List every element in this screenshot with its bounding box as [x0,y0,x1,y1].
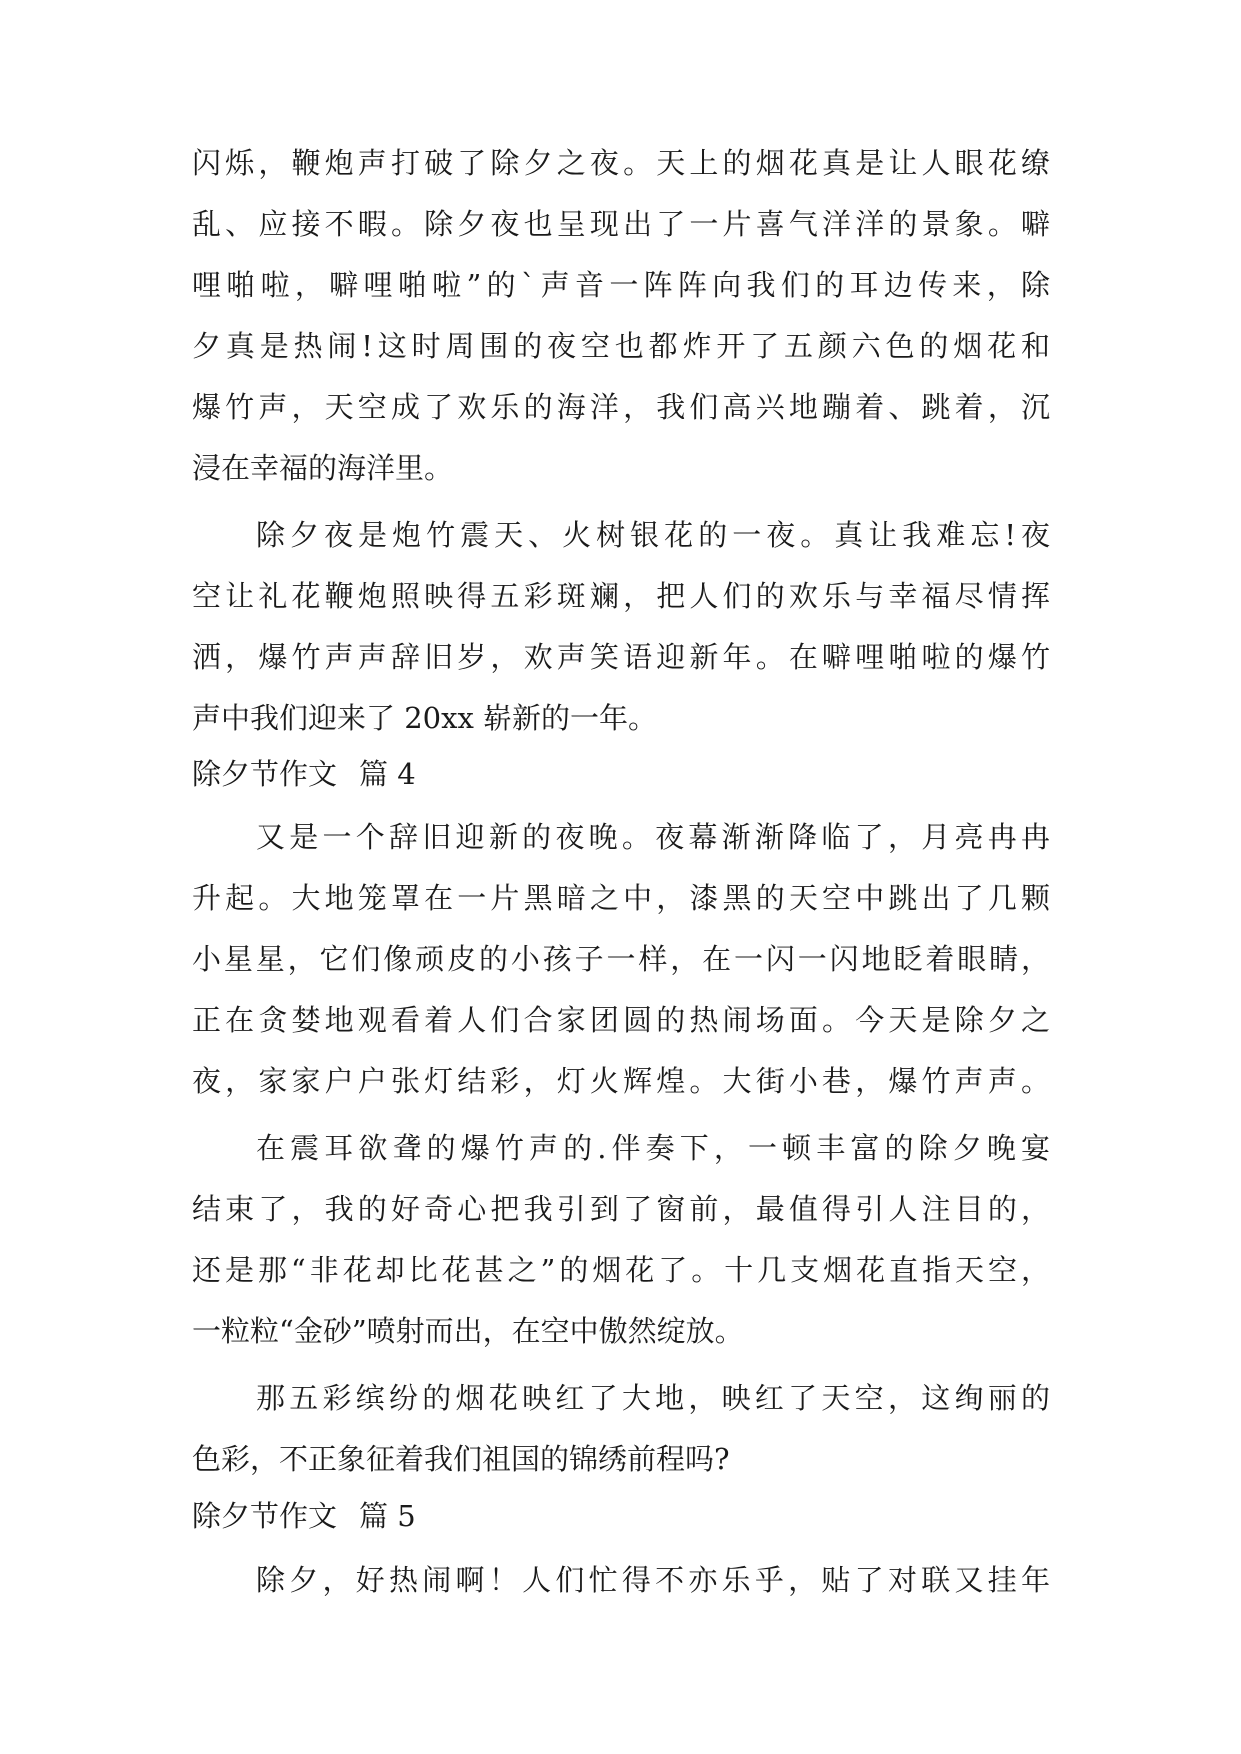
section-heading [192,754,416,794]
text-line: 空让礼花鞭炮照映得五彩斑斓，把人们的欢乐与幸福尽情挥 [192,579,1050,613]
text-line: 哩啪啦，噼哩啪啦”的`声音一阵阵向我们的耳边传来，除 [192,268,1050,302]
section-heading [192,1496,416,1536]
text-line: 除夕夜是炮竹震天、火树银花的一夜。真让我难忘!夜 [256,518,1050,552]
text-line: 在震耳欲聋的爆竹声的.伴奏下，一顿丰富的除夕晚宴 [256,1131,1050,1165]
text-line: 小星星，它们像顽皮的小孩子一样，在一闪一闪地眨着眼睛， [192,942,1050,976]
text-line: 还是那“非花却比花甚之”的烟花了。十几支烟花直指天空， [192,1253,1050,1287]
text-line: 升起。大地笼罩在一片黑暗之中，漆黑的天空中跳出了几颗 [192,881,1050,915]
text-line: 结束了，我的好奇心把我引到了窗前，最值得引人注目的， [192,1192,1050,1226]
heading-title: 除夕节作文 [192,1499,338,1533]
text-line: 声中我们迎来了 20xx 崭新的一年。 [192,701,658,735]
heading-number: 篇 5 [359,1499,416,1533]
text-line: 爆竹声，天空成了欢乐的海洋，我们高兴地蹦着、跳着，沉 [192,390,1050,424]
heading-number: 篇 4 [359,757,416,791]
text-line: 夕真是热闹!这时周围的夜空也都炸开了五颜六色的烟花和 [192,329,1050,363]
text-line: 闪烁，鞭炮声打破了除夕之夜。天上的烟花真是让人眼花缭 [192,146,1050,180]
text-line: 除夕，好热闹啊！人们忙得不亦乐乎，贴了对联又挂年 [256,1563,1050,1597]
text-line: 那五彩缤纷的烟花映红了大地，映红了天空，这绚丽的 [256,1381,1050,1415]
text-line: 洒，爆竹声声辞旧岁，欢声笑语迎新年。在噼哩啪啦的爆竹 [192,640,1050,674]
text-line: 正在贪婪地观看着人们合家团圆的热闹场面。今天是除夕之 [192,1003,1050,1037]
text-line: 又是一个辞旧迎新的夜晚。夜幕渐渐降临了，月亮冉冉 [256,820,1050,854]
text-line: 夜，家家户户张灯结彩，灯火辉煌。大街小巷，爆竹声声。 [192,1064,1050,1098]
heading-title: 除夕节作文 [192,757,338,791]
text-line: 乱、应接不暇。除夕夜也呈现出了一片喜气洋洋的景象。噼 [192,207,1050,241]
text-line: 浸在幸福的海洋里。 [192,451,454,485]
text-line: 一粒粒“金砂”喷射而出，在空中傲然绽放。 [192,1314,744,1348]
text-line: 色彩，不正象征着我们祖国的锦绣前程吗? [192,1442,730,1476]
